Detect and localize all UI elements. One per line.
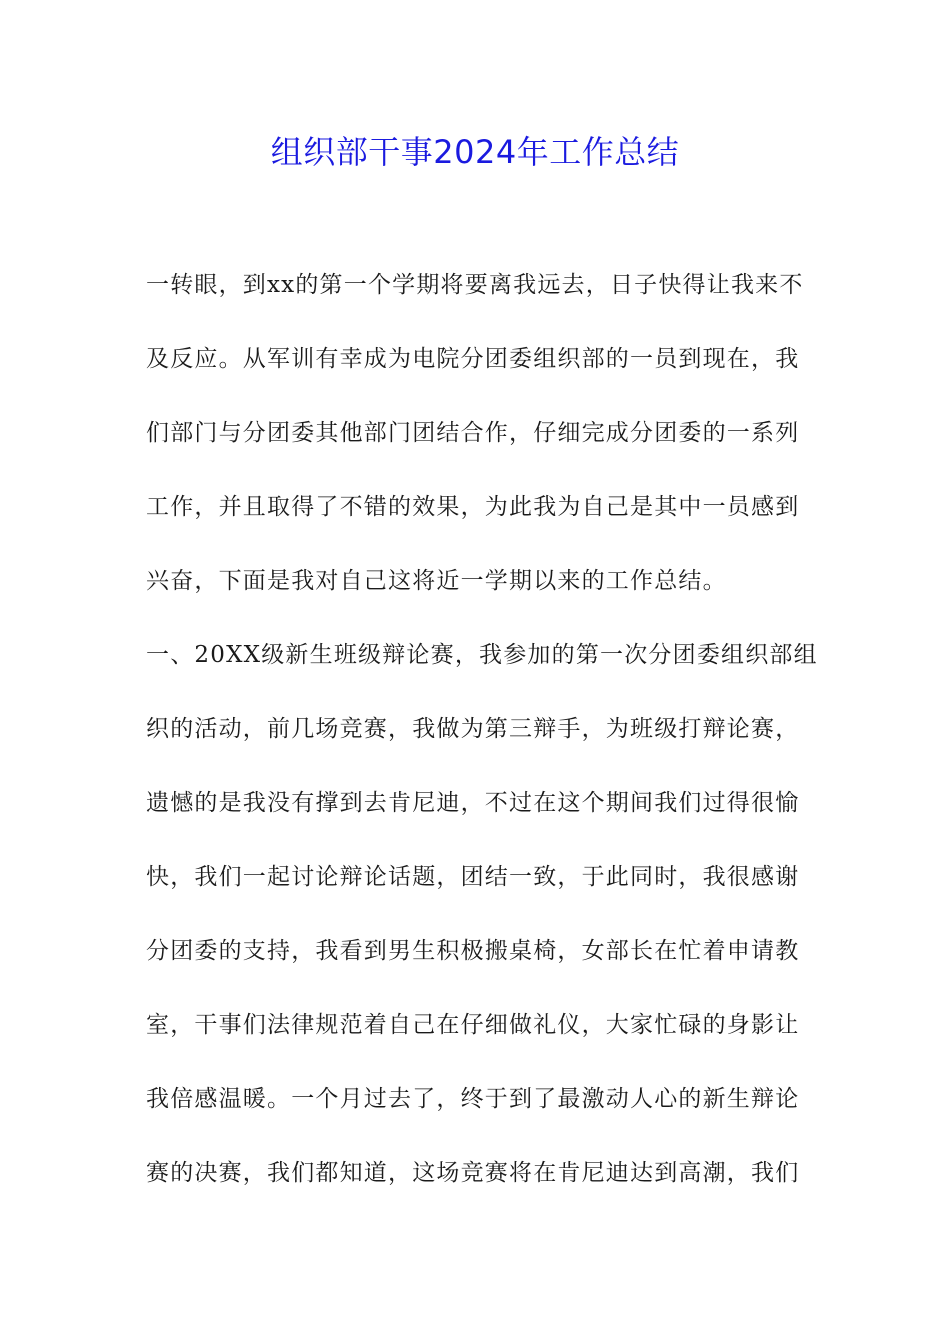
- body-line: 工作，并且取得了不错的效果，为此我为自己是其中一员感到: [146, 494, 800, 520]
- body-line: 兴奋，下面是我对自己这将近一学期以来的工作总结。: [146, 568, 727, 594]
- body-line: 分团委的支持，我看到男生积极搬桌椅，女部长在忙着申请教: [146, 938, 800, 964]
- body-line: 们部门与分团委其他部门团结合作，仔细完成分团委的一系列: [146, 420, 800, 446]
- body-line: 织的活动，前几场竞赛，我做为第三辩手，为班级打辩论赛，: [146, 716, 800, 742]
- body-line: 一转眼，到xx的第一个学期将要离我远去，日子快得让我来不: [146, 272, 804, 298]
- body-line: 及反应。从军训有幸成为电院分团委组织部的一员到现在，我: [146, 346, 800, 372]
- body-line: 一、20XX级新生班级辩论赛，我参加的第一次分团委组织部组: [146, 642, 818, 668]
- body-line: 室，干事们法律规范着自己在仔细做礼仪，大家忙碌的身影让: [146, 1012, 800, 1038]
- body-line: 遗憾的是我没有撑到去肯尼迪，不过在这个期间我们过得很愉: [146, 790, 800, 816]
- body-line: 赛的决赛，我们都知道，这场竞赛将在肯尼迪达到高潮，我们: [146, 1160, 800, 1186]
- body-line: 我倍感温暖。一个月过去了，终于到了最激动人心的新生辩论: [146, 1086, 800, 1112]
- document-title: 组织部干事2024年工作总结: [270, 133, 680, 171]
- body-line: 快，我们一起讨论辩论话题，团结一致，于此同时，我很感谢: [146, 864, 800, 890]
- document-body: [146, 262, 818, 1224]
